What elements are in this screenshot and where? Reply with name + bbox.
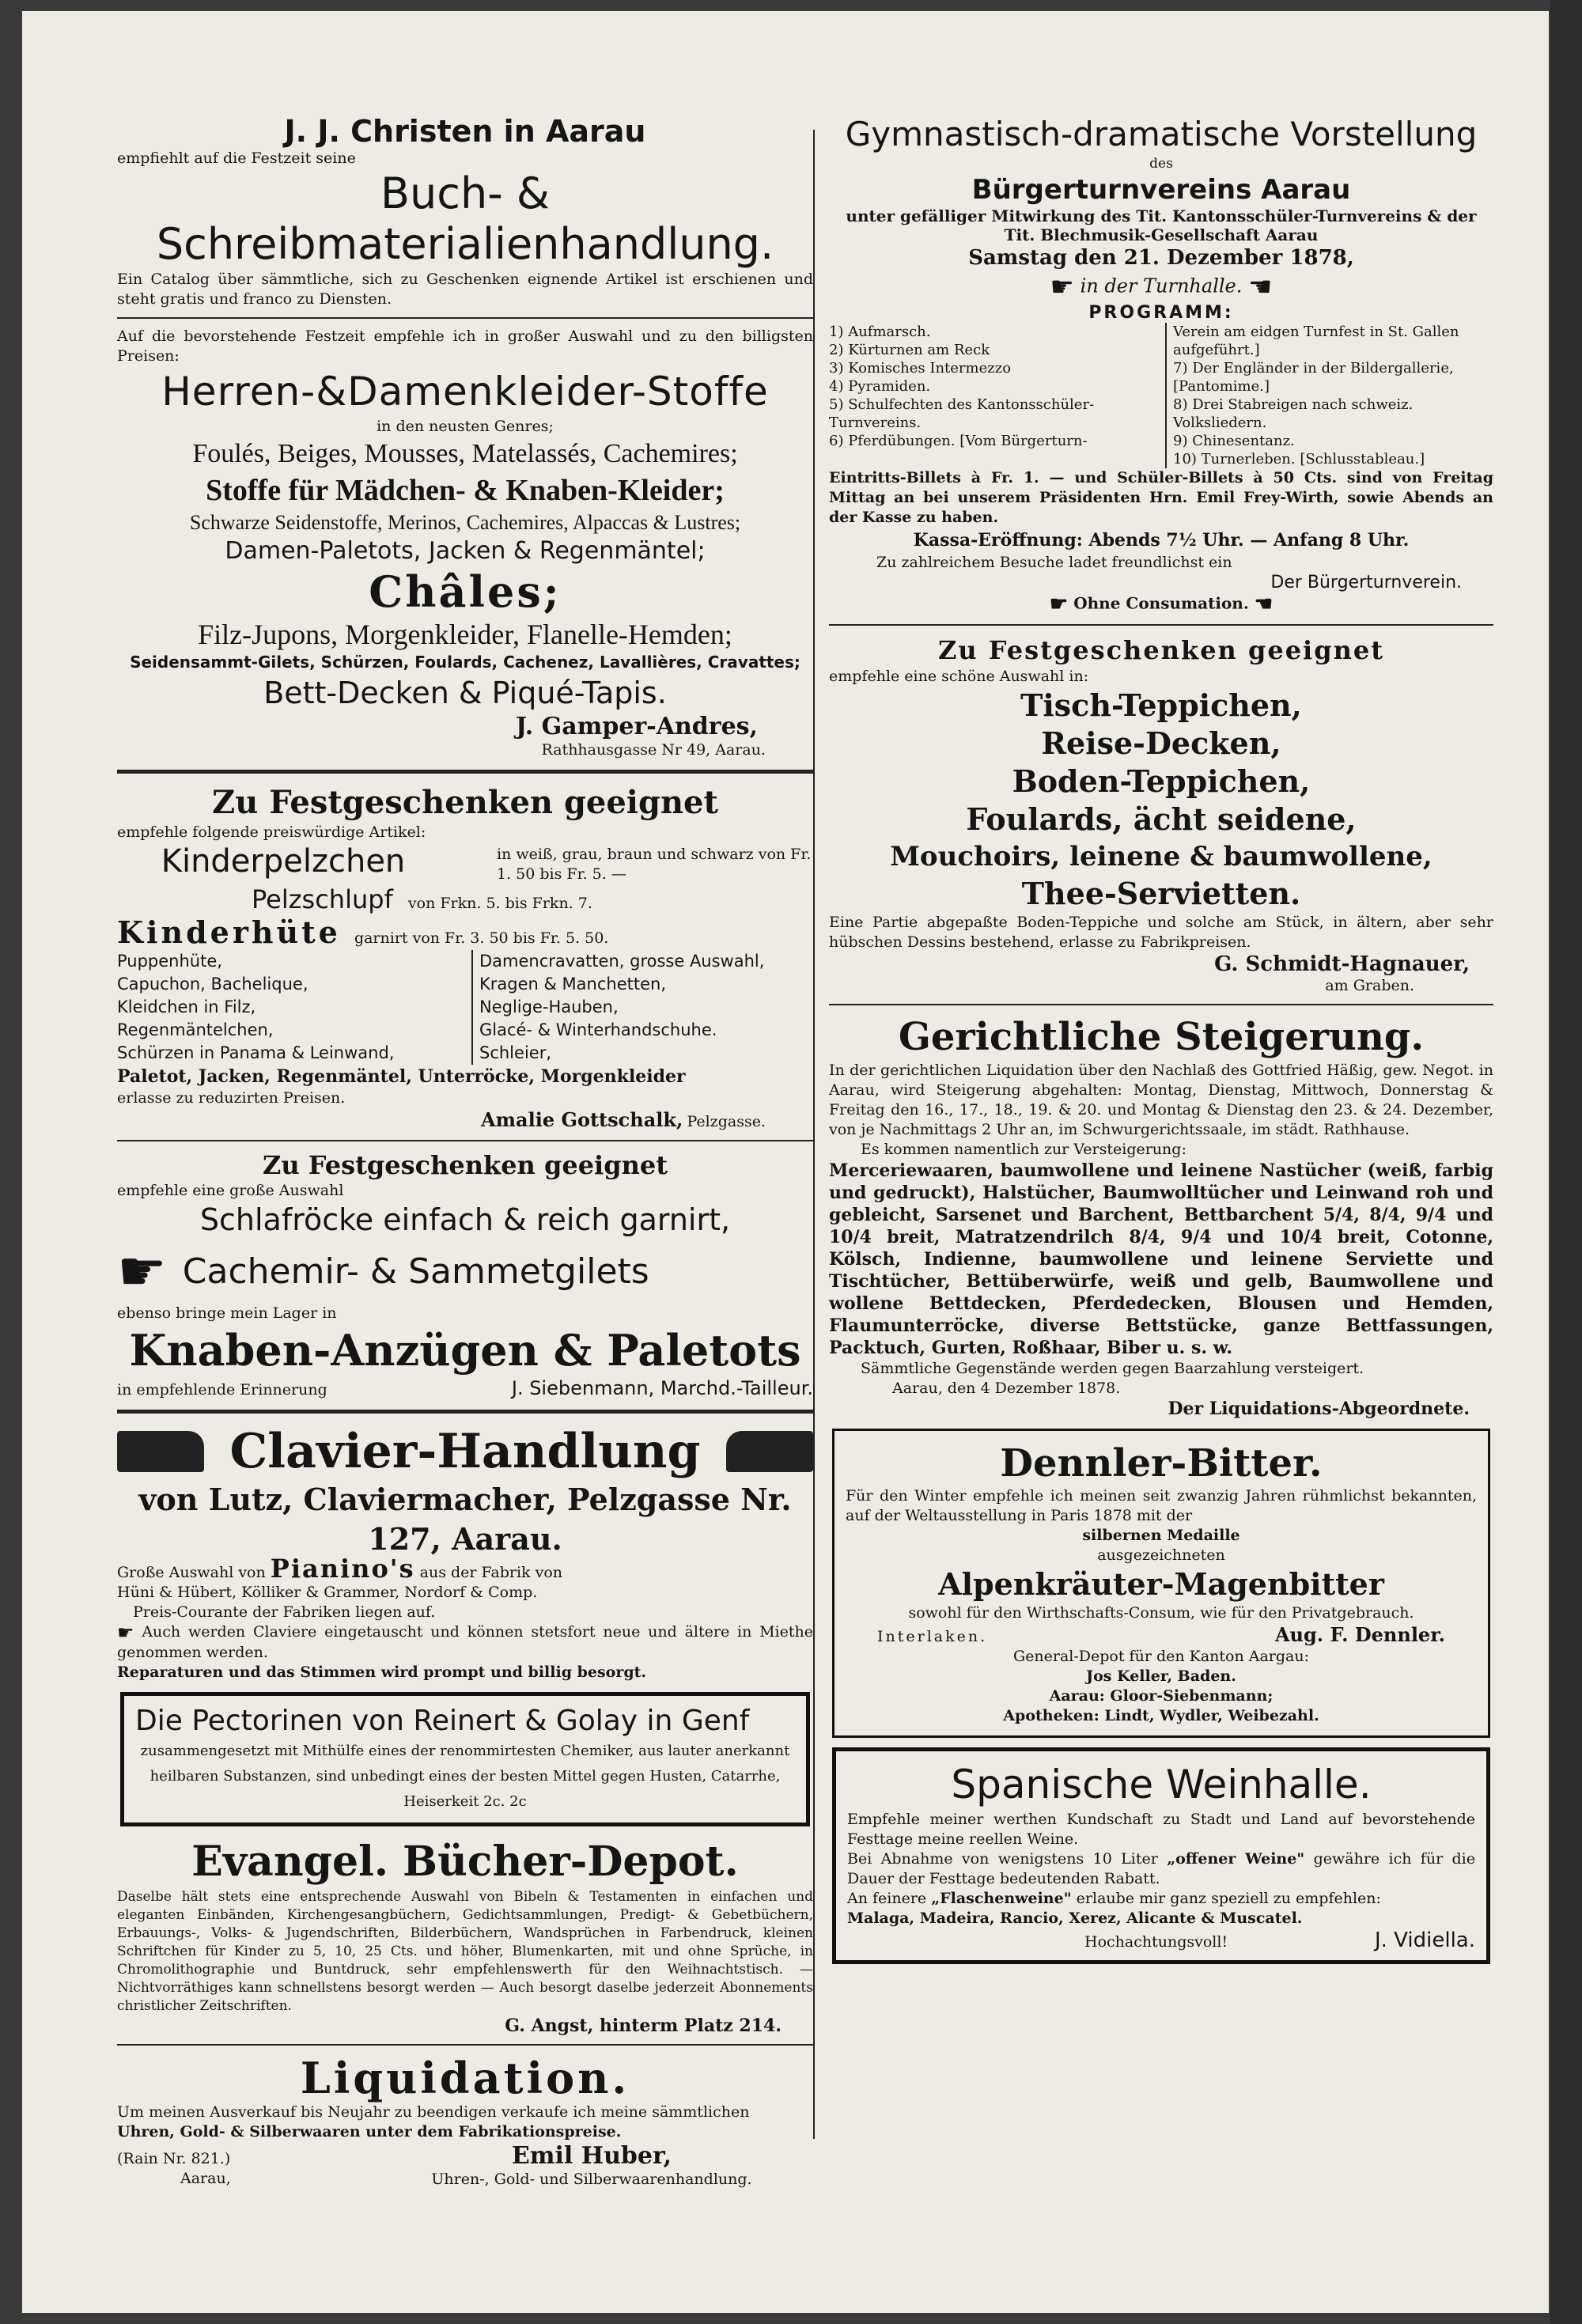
vidiella-text2a: Bei Abnahme von wenigstens 10 Liter (847, 1850, 1158, 1868)
siebenmann-line2: Cachemir- & Sammetgilets (182, 1251, 649, 1292)
christen-text: Ein Catalog über sämmtliche, sich zu Geschenken eignende Artikel ist erschienen und steht gratis und franco zu Diensten. (117, 271, 813, 308)
steigerung-text4: Sämmtliche Gegenstände werden gegen Baarzahlung versteigert. (861, 1360, 1364, 1377)
huber-signature: Emil Huber, (511, 2141, 672, 2170)
turnverein-consumation: Ohne Consumation. (1073, 593, 1249, 613)
gamper-line3: Schwarze Seidenstoffe, Merinos, Cachemires, Alpaccas & Lustres; (189, 511, 741, 534)
siebenmann-line1: Schlafröcke einfach & reich garnirt, (199, 1202, 731, 1237)
dennler-text2: sowohl für den Wirthschafts-Consum, wie für den Privatgebrauch. (908, 1604, 1414, 1622)
lutz-t1a: Große Auswahl von (117, 1564, 266, 1581)
program-item: 8) Drei Stabreigen nach schweiz. Volksliedern. (1173, 396, 1414, 431)
schmidt-item: Thee-Servietten. (1021, 876, 1301, 911)
siebenmann-headline: Zu Festgeschenken geeignet (263, 1150, 668, 1180)
vidiella-signature: J. Vidiella. (1374, 1928, 1475, 1952)
program-item: 9) Chinesentanz. (1173, 433, 1295, 449)
dennler-headline: Dennler-Bitter. (1000, 1441, 1323, 1486)
dennler-depot-name: Jos Keller, Baden. (1086, 1667, 1236, 1685)
schmidt-ad (813, 634, 1493, 996)
huber-ad (117, 2053, 813, 2190)
vidiella-text3c: erlaube mir ganz speziell zu empfehlen: (1076, 1890, 1381, 1907)
siebenmann-intro: empfehle eine große Auswahl (117, 1182, 344, 1199)
turnverein-signature: Der Bürgerturnverein. (1270, 573, 1462, 592)
pointing-hand-icon: ☛ (117, 1621, 134, 1644)
gamper-intro: Auf die bevorstehende Festzeit empfehle ich in großer Auswahl und zu den billigsten Preisen: (117, 327, 813, 365)
dennler-awarded: ausgezeichneten (1097, 1546, 1225, 1564)
vidiella-regards: Hochachtungsvoll! (1084, 1933, 1228, 1951)
huber-trade: Uhren-, Gold- und Silberwaarenhandlung. (431, 2170, 752, 2188)
program-item: 2) Kürturnen am Reck (829, 342, 990, 358)
huber-city: Aarau, (180, 2169, 231, 2187)
vidiella-text3b: „Flaschenweine" (931, 1890, 1072, 1907)
gottschalk-list-left: Schürzen in Panama & Leinwand, (117, 1043, 395, 1062)
gottschalk-list-right: Neglige-Hauben, (479, 997, 619, 1016)
vidiella-ad (832, 1747, 1490, 1964)
dennler-aarau: Aarau: Gloor-Siebenmann; (1049, 1687, 1274, 1705)
gottschalk-item2-note: von Frkn. 5. bis Frkn. 7. (407, 895, 592, 912)
turnverein-org: Bürgerturnvereins Aarau (971, 174, 1351, 206)
dennler-maker: Aug. F. Dennler. (1274, 1623, 1445, 1646)
siebenmann-ad (117, 1149, 813, 1400)
steigerung-text2: Es kommen namentlich zur Versteigerung: (861, 1141, 1186, 1158)
angst-headline: Evangel. Bücher-Depot. (191, 1837, 739, 1886)
lutz-t1b: Pianino's (270, 1554, 415, 1584)
siebenmann-note: in empfehlende Erinnerung (117, 1381, 327, 1399)
right-column (813, 114, 1493, 1974)
gottschalk-list-left: Regenmäntelchen, (117, 1020, 274, 1039)
turnverein-ad (813, 114, 1493, 616)
steigerung-text1: In der gerichtlichen Liquidation über den Nachlaß des Gottfried Häßig, gew. Negot. in Aarau, wird Steigerung abgehalten: Montag, Dienstag, Mittwoch, Donnerstag & Freitag den 16., 17., 18., 19. & 20. und Montag & Dienstag den 23. & 24. Dezember, von je Nachmittags 2 Uhr an, im Schwurgerichtssaale, im städt. Rathhause. (829, 1062, 1493, 1138)
huber-text1: Um meinen Ausverkauf bis Neujahr zu beendigen verkaufe ich meine sämmtlichen (117, 2103, 750, 2121)
siebenmann-intro2: ebenso bringe mein Lager in (117, 1304, 337, 1322)
christen-name: J. J. Christen in Aarau (284, 114, 646, 149)
gamper-line4: Damen-Paletots, Jacken & Regenmäntel; (225, 537, 706, 565)
program-item: 6) Pferdübungen. [Vom Bürgerturn- (829, 433, 1088, 449)
steigerung-ad (813, 1013, 1493, 1419)
dennler-depot: General-Depot für den Kanton Aargau: (1012, 1648, 1309, 1665)
divider (117, 1140, 813, 1141)
program-item: Verein am eidgen Turnfest in St. Gallen aufgeführt.] (1173, 324, 1459, 358)
lutz-headline: Clavier-Handlung (229, 1424, 701, 1479)
gottschalk-item2: Pelzschlupf (252, 884, 393, 914)
vidiella-text2c: gewähre ich für die Dauer der Festtage bedeutenden Rabatt. (847, 1850, 1475, 1887)
huber-text2: Uhren, Gold- & Silberwaaren unter dem Fabrikationspreise. (117, 2122, 622, 2140)
dennler-ad (832, 1429, 1490, 1738)
turnverein-program-title: PROGRAMM: (1088, 303, 1234, 323)
gottschalk-item3: Kinderhüte (117, 914, 341, 950)
gottschalk-list-left: Capuchon, Bachelique, (117, 975, 308, 994)
pointing-hand-icon: ☛ (117, 1239, 167, 1304)
divider (117, 2044, 813, 2046)
gottschalk-list-left: Kleidchen in Filz, (117, 997, 256, 1016)
christen-intro: empfiehlt auf die Festzeit seine (117, 150, 356, 167)
pointing-hand-icon: ☛ (1049, 592, 1069, 616)
gottschalk-line: Paletot, Jacken, Regenmäntel, Unterröcke, Morgenkleider (117, 1066, 686, 1087)
gamper-line6: Filz-Jupons, Morgenkleider, Flanelle-Hemden; (198, 619, 732, 650)
steigerung-headline: Gerichtliche Steigerung. (898, 1015, 1425, 1059)
program-item: 10) Turnerleben. [Schlusstableau.] (1173, 451, 1425, 467)
vidiella-text3a: An feinere (847, 1890, 927, 1907)
dennler-text1: Für den Winter empfehle ich meinen seit zwanzig Jahren rühmlichst bekannten, auf der Weltausstellung in Paris 1878 mit der (846, 1487, 1477, 1524)
christen-ad (117, 114, 813, 309)
lutz-t2: Hüni & Hübert, Kölliker & Grammer, Nordorf & Comp. (117, 1584, 538, 1601)
divider (117, 770, 813, 774)
schmidt-item: Reise-Decken, (1041, 725, 1281, 761)
gottschalk-item1: Kinderpelzchen (161, 843, 406, 880)
turnverein-headline: Gymnastisch-dramatische Vorstellung (845, 115, 1478, 153)
gottschalk-item1-note: in weiß, grau, braun und schwarz von Fr. 1. 50 bis Fr. 5. — (497, 846, 812, 883)
gottschalk-list-right: Schleier, (479, 1043, 552, 1062)
dennler-medal: silbernen Medaille (1082, 1527, 1240, 1544)
schmidt-address: am Graben. (1325, 977, 1414, 994)
pointing-hand-icon: ☚ (1254, 592, 1274, 616)
schmidt-item: Tisch-Teppichen, (1020, 687, 1302, 723)
vidiella-wines: Malaga, Madeira, Rancio, Xerez, Alicante & Muscatel. (847, 1910, 1303, 1927)
schmidt-note: Eine Partie abgepaßte Boden-Teppiche und solche am Stück, in ältern, aber sehr hübschen Dessins bestehend, erlasse zu Fabrikpreisen. (829, 914, 1493, 951)
left-column (117, 114, 813, 2190)
schmidt-item: Boden-Teppichen, (1012, 763, 1311, 799)
divider (117, 317, 813, 319)
divider (829, 1004, 1493, 1005)
huber-headline: Liquidation. (300, 2052, 630, 2103)
gottschalk-ad (117, 783, 813, 1132)
turnverein-des: des (1149, 156, 1173, 172)
lutz-t1c: aus der Fabrik von (419, 1564, 563, 1581)
pointing-hand-icon: ☚ (1248, 271, 1273, 303)
siebenmann-signature: J. Siebenmann, Marchd.-Tailleur. (511, 1377, 813, 1399)
angst-signature: G. Angst, hinterm Platz 214. (505, 2015, 782, 2036)
vidiella-headline: Spanische Weinhalle. (951, 1762, 1372, 1807)
siebenmann-line3: Knaben-Anzügen & Paletots (129, 1325, 801, 1376)
lutz-line: von Lutz, Claviermacher, Pelzgasse Nr. 127, Aarau. (138, 1482, 792, 1557)
angst-text: Daselbe hält stets eine entsprechende Auswahl von Bibeln & Testamenten in einfachen und eleganten Einbänden, Kirchengesangbüchern, Gedichtsammlungen, Predigt- & Gebetbüchern, Erbauungs-, Volks- & Jugendschriften, Bilderbüchern, Wandsprüchen in Farbendruck, kleinen Schriftchen für Kinder zu 5, 10, 25 Cts. und höher, Blumenkarten, mit und ohne Sprüche, in Chromolithographie und Buntdruck, sehr empfehlenswerth für den Weihnachtstisch. — Nichtvorräthiges kann schnellstens besorgt werden — Auch besorgt daselbe jederzeit Abonnements christlicher Zeitschriften. (117, 1888, 813, 2014)
reinert-text: zusammengesetzt mit Mithülfe eines der renommirtesten Chemiker, aus lauter anerkannt heilbaren Substanzen, sind unbedingt eines der besten Mittel gegen Husten, Catarrhe, Heiserkeit 2c. 2c (140, 1742, 790, 1810)
gamper-signature: J. Gamper-Andres, (515, 713, 758, 740)
lutz-t4: Auch werden Claviere eingetauscht und können stetsfort neue und ältere in Miethe genommen werden. (117, 1623, 813, 1661)
reinert-ad (120, 1692, 810, 1826)
divider (829, 624, 1493, 626)
vidiella-text2b: „offener Weine" (1167, 1850, 1305, 1868)
lutz-ad (117, 1423, 813, 1682)
newspaper-page (22, 11, 1549, 2313)
gamper-headline: Herren-&Damenkleider-Stoffe (161, 369, 769, 414)
steigerung-date: Aarau, den 4 Dezember 1878. (892, 1380, 1121, 1397)
steigerung-signature: Der Liquidations-Abgeordnete. (1168, 1399, 1470, 1419)
lutz-t3: Preis-Courante der Fabriken liegen auf. (133, 1603, 436, 1621)
program-item: 1) Aufmarsch. (829, 324, 931, 340)
huber-address: (Rain Nr. 821.) (117, 2149, 231, 2167)
vidiella-text1: Empfehle meiner werthen Kundschaft zu Stadt und Land auf bevorstehende Festtage meine reellen Weine. (847, 1811, 1475, 1848)
divider (117, 1410, 813, 1414)
gamper-address: Rathhausgasse Nr 49, Aarau. (541, 741, 766, 759)
christen-headline: Buch- & Schreibmaterialienhandlung. (156, 168, 774, 269)
angst-ad (117, 1836, 813, 2036)
gamper-ad (117, 327, 813, 760)
schmidt-headline: Zu Festgeschenken geeignet (938, 635, 1384, 665)
turnverein-tickets: Eintritts-Billets à Fr. 1. — und Schüler-Billets à 50 Cts. sind von Freitag Mittag an bei unserem Präsidenten Hrn. Emil Frey-Wirth, sowie Abends an der Kasse zu haben. (829, 469, 1493, 526)
turnverein-kassa: Kassa-Eröffnung: Abends 7½ Uhr. — Anfang 8 Uhr. (913, 530, 1410, 551)
program-item: 3) Komisches Intermezzo (829, 360, 1012, 377)
gottschalk-list-right: Glacé- & Winterhandschuhe. (479, 1020, 717, 1039)
lutz-t5: Reparaturen und das Stimmen wird prompt und billig besorgt. (117, 1663, 647, 1681)
gamper-line7: Seidensammt-Gilets, Schürzen, Foulards, Cachenez, Lavallières, Cravattes; (130, 653, 800, 672)
gamper-line1: Foulés, Beiges, Mousses, Matelassés, Cachemires; (192, 439, 738, 468)
program-item: 4) Pyramiden. (829, 378, 931, 395)
gottschalk-list-left: Puppenhüte, (117, 952, 222, 971)
gamper-line5: Châles; (369, 566, 562, 617)
gamper-line2: Stoffe für Mädchen- & Knaben-Kleider; (206, 474, 725, 507)
schmidt-item: Foulards, ächt seidene, (966, 801, 1357, 837)
program-item: 5) Schulfechten des Kantonsschüler-Turnvereins. (829, 396, 1095, 431)
program-item: 7) Der Engländer in der Bildergallerie, [Pantomime.] (1173, 360, 1454, 395)
turnverein-invite: Zu zahlreichem Besuche ladet freundlichst ein (876, 554, 1232, 571)
gottschalk-note: erlasse zu reduzirten Preisen. (117, 1089, 346, 1107)
turnverein-line1: unter gefälliger Mitwirkung des Tit. Kantonsschüler-Turnvereins & der Tit. Blechmusik-Gesellschaft Aarau (846, 206, 1477, 244)
dennler-product: Alpenkräuter-Magenbitter (938, 1566, 1384, 1602)
turnverein-date: Samstag den 21. Dezember 1878, (968, 246, 1354, 270)
gottschalk-sig-address: Pelzgasse. (687, 1113, 766, 1130)
page-edge (1550, 0, 1582, 2324)
gottschalk-headline: Zu Festgeschenken geeignet (212, 784, 718, 821)
dennler-pharmacies: Apotheken: Lindt, Wydler, Weibezahl. (1003, 1707, 1319, 1724)
gottschalk-item3-note: garnirt von Fr. 3. 50 bis Fr. 5. 50. (354, 929, 609, 947)
gottschalk-list-right: Damencravatten, grosse Auswahl, (479, 952, 765, 971)
pointing-hand-icon: ☛ (1050, 271, 1074, 303)
gottschalk-list-right: Kragen & Manchetten, (479, 975, 667, 994)
schmidt-intro: empfehle eine schöne Auswahl in: (829, 668, 1089, 685)
turnverein-venue: in der Turnhalle. (1080, 274, 1243, 297)
gottschalk-signature: Amalie Gottschalk, (481, 1108, 683, 1131)
piano-icon (117, 1431, 204, 1472)
steigerung-text3: Merceriewaaren, baumwollene und leinene Nastücher (weiß, farbig und gedruckt), Halstücher, Baumwolltücher und Leinwand roh und gebleicht, Sarsenet und Barchent, Bettbarchent 5/4, 8/4, 9/4 und 10/4 breit, Matratzendrilch 8/4, 9/4 und 10/4 breit, Cotonne, Kölsch, Indienne, baumwollene und leinene Serviette und Tischtücher, Bettüberwürfe, weiß und gelb, Baumwollene und wollene Bettdecken, Pferdedecken, Blousen und Hemden, Flaumunterröcke, diverse Bettstücke, ganze Bettfassungen, Packtuch, Gurten, Roßhaar, Biber u. s. w. (829, 1160, 1493, 1358)
piano-icon (726, 1431, 813, 1472)
gottschalk-intro: empfehle folgende preiswürdige Artikel: (117, 823, 426, 841)
gamper-line8: Bett-Decken & Piqué-Tapis. (263, 676, 667, 710)
dennler-place: Interlaken. (877, 1628, 988, 1645)
schmidt-signature: G. Schmidt-Hagnauer, (1214, 952, 1470, 976)
schmidt-item: Mouchoirs, leinene & baumwollene, (890, 841, 1433, 872)
gamper-genres: in den neusten Genres; (377, 418, 554, 435)
reinert-headline: Die Pectorinen von Reinert & Golay in Genf (135, 1704, 750, 1737)
